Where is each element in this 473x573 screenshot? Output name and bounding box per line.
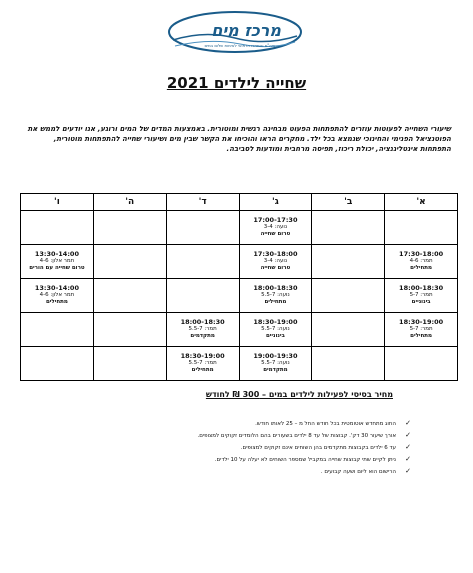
- class-slot-cell: [21, 245, 94, 279]
- class-slot: [167, 353, 239, 374]
- slot-level: מתחילים: [410, 265, 433, 271]
- slot-level: מתחילים: [410, 333, 433, 339]
- slot-time: 13:30-14:00: [34, 284, 79, 292]
- slot-time: 18:00-18:30: [253, 284, 298, 292]
- schedule-row: [21, 211, 458, 245]
- empty-cell: [166, 279, 239, 313]
- empty-cell: [166, 245, 239, 279]
- day-header: ו': [21, 194, 94, 211]
- slot-coach: תמר: 5.5-7: [188, 326, 217, 332]
- slot-coach: נועה: 5.5-7: [261, 360, 290, 366]
- slot-level: בינוניים: [411, 299, 431, 305]
- check-icon: ✓: [405, 443, 411, 451]
- slot-coach: תמר: 4-6: [409, 258, 433, 264]
- empty-cell: [93, 245, 166, 279]
- slot-time: 19:00-19:30: [253, 352, 298, 360]
- schedule-row: [21, 347, 458, 381]
- slot-coach: תמר: 5-7: [409, 292, 433, 298]
- slot-time: 18:00-18:30: [399, 284, 444, 292]
- slot-time: 18:30-19:00: [180, 352, 225, 360]
- note-text: החוג מתחדש אוטומטית בכל חודש החל מ – 25 לאותו חודש.: [255, 421, 396, 427]
- empty-cell: [93, 313, 166, 347]
- class-slot-cell: [239, 347, 312, 381]
- slot-coach: נועה: 3-4: [263, 258, 288, 264]
- class-slot-cell: [385, 313, 458, 347]
- class-slot-cell: [166, 347, 239, 381]
- slot-level: בינוניים: [265, 333, 285, 339]
- schedule-row: [21, 279, 458, 313]
- class-slot-cell: [239, 313, 312, 347]
- class-slot: [385, 319, 457, 340]
- check-icon: ✓: [405, 419, 411, 427]
- slot-coach: תמר אלון: 4-6: [39, 292, 75, 298]
- class-slot: [21, 285, 93, 306]
- logo: [165, 8, 305, 62]
- note-item: [51, 442, 411, 454]
- day-header: ה': [93, 194, 166, 211]
- slot-time: 18:00-18:30: [180, 318, 225, 326]
- slot-time: 18:30-19:00: [399, 318, 444, 326]
- empty-cell: [312, 313, 385, 347]
- class-slot: [240, 251, 312, 272]
- slot-coach: נועה: 5.5-7: [261, 292, 290, 298]
- schedule-body: [21, 211, 458, 381]
- day-header: ג': [239, 194, 312, 211]
- slot-level: טרום שחייה עם הורים: [29, 265, 85, 271]
- class-slot-cell: [166, 313, 239, 347]
- empty-cell: [312, 347, 385, 381]
- logo-subtitle: ביה"ס והמרכז הרפואי לאימות שלום במים: [204, 43, 275, 48]
- slot-coach: נועה: 3-4: [263, 224, 288, 230]
- empty-cell: [93, 347, 166, 381]
- empty-cell: [21, 313, 94, 347]
- note-item: [51, 466, 411, 478]
- day-header: ד': [166, 194, 239, 211]
- note-item: [51, 418, 411, 430]
- class-slot-cell: [239, 245, 312, 279]
- schedule-row: [21, 313, 458, 347]
- schedule-header-row: [21, 194, 458, 211]
- empty-cell: [166, 211, 239, 245]
- slot-time: 17:00-17:30: [253, 216, 298, 224]
- slot-coach: תמר אלון: 4-6: [39, 258, 75, 264]
- empty-cell: [93, 211, 166, 245]
- slot-level: מתחילים: [45, 299, 68, 305]
- class-slot: [385, 251, 457, 272]
- schedule-row: [21, 245, 458, 279]
- slot-level: מתקדמים: [190, 333, 215, 339]
- slot-level: טרום שחייה: [260, 231, 291, 237]
- empty-cell: [312, 245, 385, 279]
- class-slot-cell: [239, 211, 312, 245]
- slot-coach: נועה: 5.5-7: [261, 326, 290, 332]
- slot-level: מתקדמים: [263, 367, 288, 373]
- check-icon: ✓: [405, 431, 411, 439]
- slot-time: 17:30-18:00: [253, 250, 298, 258]
- notes-list: [51, 418, 411, 478]
- class-slot: [21, 251, 93, 272]
- class-slot-cell: [239, 279, 312, 313]
- class-slot: [240, 319, 312, 340]
- intro-paragraph: שיעורי השחייה לפעוטות עוזרים להתפתחות הפעוט מבחינה רגשית ומוטורית. באמצעות המדים של המים ורוגע, אנו יודעים לממש את הפוטנציאל הפנימי והחינוכי שנמצא בכל ילד. מחקרים הראו והוכיחו את הקשר שבין מים ושיעורי שחייה להתפתחות מוטורית, התפתחות אינטליגנציה, יכולת ריכוז, תפיסה מרחבית ומודעות לסביבה.: [27, 125, 451, 153]
- logo-title: מרכז מים: [211, 21, 281, 40]
- check-icon: ✓: [405, 455, 411, 463]
- check-icon: ✓: [405, 467, 411, 475]
- empty-cell: [21, 211, 94, 245]
- note-text: עד 6 ילדים בקבוצות מתקדמים בהן השוחים אינם זקוקים למצופים.: [240, 445, 396, 451]
- slot-coach: תמר: 5.5-7: [188, 360, 217, 366]
- slot-level: מתחילים: [264, 299, 287, 305]
- class-slot: [240, 285, 312, 306]
- class-slot: [240, 353, 312, 374]
- slot-time: 13:30-14:00: [34, 250, 79, 258]
- empty-cell: [385, 347, 458, 381]
- class-slot-cell: [21, 279, 94, 313]
- empty-cell: [385, 211, 458, 245]
- class-slot: [240, 217, 312, 238]
- note-item: [51, 430, 411, 442]
- schedule-table: [20, 193, 458, 381]
- empty-cell: [93, 279, 166, 313]
- slot-coach: תמר: 5-7: [409, 326, 433, 332]
- day-header: ב': [312, 194, 385, 211]
- empty-cell: [21, 347, 94, 381]
- empty-cell: [312, 211, 385, 245]
- slot-time: 18:30-19:00: [253, 318, 298, 326]
- class-slot-cell: [385, 279, 458, 313]
- note-text: אורך שיעור 30 דק'. קבוצות של עד 8 ילדים בשעורים בהם הלומדים זקוקים למצופים.: [197, 433, 396, 439]
- slot-level: טרום שחייה: [260, 265, 291, 271]
- class-slot: [385, 285, 457, 306]
- slot-time: 17:30-18:00: [399, 250, 444, 258]
- empty-cell: [312, 279, 385, 313]
- page-title: שחייה לילדים 2021: [166, 74, 307, 92]
- note-text: הרישום הוא ליום ושעה קבועים .: [320, 469, 396, 475]
- class-slot-cell: [385, 245, 458, 279]
- slot-level: מתחילים: [191, 367, 214, 373]
- day-header: א': [385, 194, 458, 211]
- note-text: ניתן לקיים שתי קבוצות שחייה במקביל שמספר השוחים לא יעלה על 10 ילדים.: [214, 457, 396, 463]
- note-item: [51, 454, 411, 466]
- class-slot: [167, 319, 239, 340]
- price-heading: מחיר בסיסי לפעילות לילדים במים – 300 ₪ לחודש: [205, 390, 393, 399]
